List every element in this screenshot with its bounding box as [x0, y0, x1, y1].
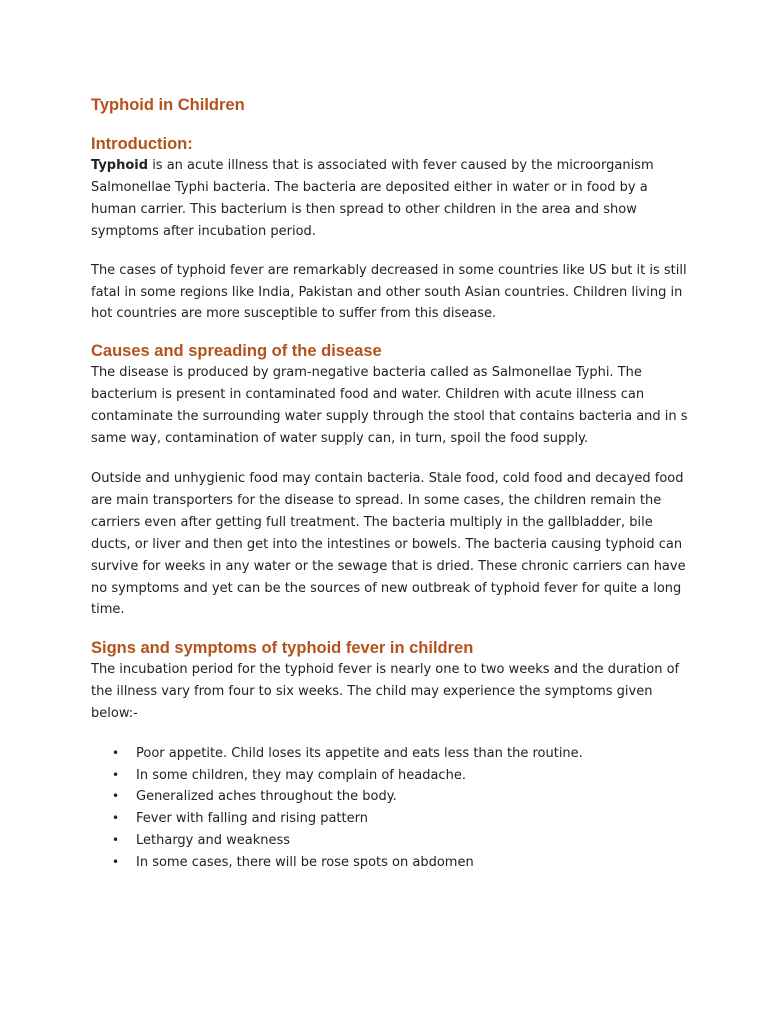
bullet-icon: •	[112, 854, 120, 869]
introduction-paragraph-2: The cases of typhoid fever are remarkably decreased in some countries like US but it is still fatal in some regions like India, Pakistan and other south Asian countries. Children living in hot countries are more susceptible to suffer from this disease.	[91, 262, 687, 322]
list-item-text: Fever with falling and rising pattern	[136, 811, 368, 827]
introduction-paragraph-1	[91, 155, 691, 243]
bullet-icon: •	[112, 832, 120, 847]
list-item-text: Lethargy and weakness	[136, 832, 291, 848]
list-item-text: In some children, they may complain of headache.	[136, 767, 466, 783]
causes-paragraph-2: Outside and unhygienic food may contain bacteria. Stale food, cold food and decayed food are main transporters for the disease to spread. In some cases, the children remain the carriers even after getting full treatment. The bacteria multiply in the gallbladder, bile ducts, or liver and then get into the intestines or bowels. The bacteria causing typhoid can survive for weeks in any water or the sewage that is dried. These chronic carriers can have no symptoms and yet can be the sources of new outbreak of typhoid fever for quite a long time.	[91, 470, 686, 618]
document-title: Typhoid in Children	[91, 96, 245, 114]
list-item-text: Poor appetite. Child loses its appetite and eats less than the routine.	[136, 746, 583, 762]
bullet-icon: •	[112, 789, 120, 804]
list-item-text: In some cases, there will be rose spots on abdomen	[136, 854, 474, 870]
list-item	[91, 743, 691, 765]
causes-heading: Causes and spreading of the disease	[91, 342, 382, 361]
list-item	[91, 786, 691, 808]
symptoms-list	[91, 743, 691, 873]
signs-heading: Signs and symptoms of typhoid fever in children	[91, 639, 474, 658]
introduction-paragraph-1-text: is an acute illness that is associated with fever caused by the microorganism Salmonellae Typhi bacteria. The bacteria are deposited either in water or in food by a human carrier. This bacterium is then spread to other children in the area and show symptoms after incubation period.	[91, 158, 654, 239]
list-item	[91, 808, 691, 830]
list-item	[91, 765, 691, 787]
bullet-icon: •	[112, 811, 120, 826]
bullet-icon: •	[112, 746, 120, 761]
list-item	[91, 830, 691, 852]
typhoid-term: Typhoid	[91, 158, 149, 173]
document-page	[91, 94, 691, 873]
introduction-heading: Introduction:	[91, 135, 193, 153]
causes-paragraph-1: The disease is produced by gram-negative bacteria called as Salmonellae Typhi. The bacterium is present in contaminated food and water. Children with acute illness can contaminate the surrounding water supply through the stool that contains bacteria and in s same way, contamination of water supply can, in turn, spoil the food supply.	[91, 365, 688, 447]
list-item	[91, 852, 691, 874]
list-item-text: Generalized aches throughout the body.	[136, 789, 397, 805]
bullet-icon: •	[112, 767, 120, 782]
signs-paragraph-1: The incubation period for the typhoid fever is nearly one to two weeks and the duration of the illness vary from four to six weeks. The child may experience the symptoms given below:-	[91, 662, 680, 722]
